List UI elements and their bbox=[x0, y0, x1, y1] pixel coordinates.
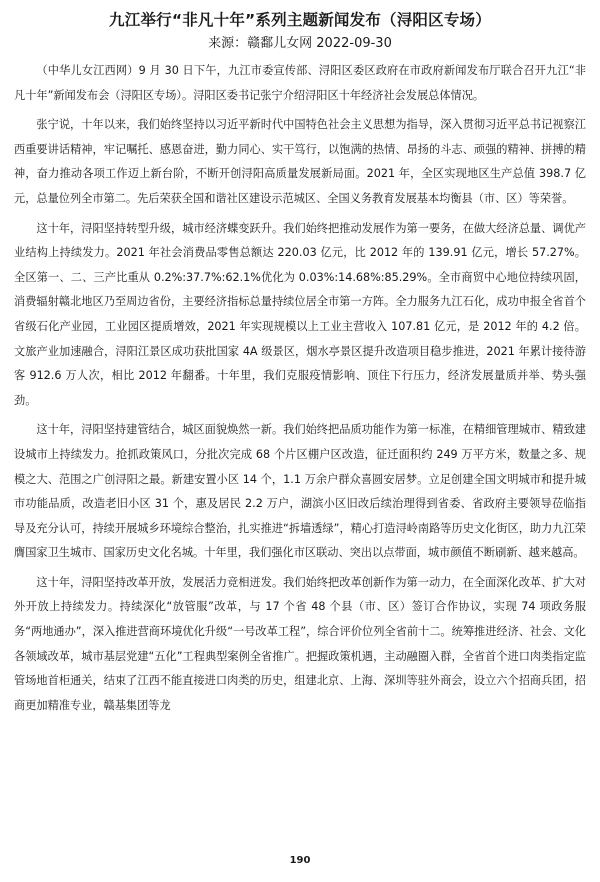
article-source: 来源：赣鄱儿女网 2022-09-30 bbox=[208, 36, 392, 51]
article-body bbox=[14, 59, 586, 718]
paragraph-reform: 这十年，浔阳坚持改革开放，发展活力竞相迸发。我们始终把改革创新作为第一动力，在全面深化改革、扩大对外开放上持续发力。持续深化“放管服”改革，与 17 个省 48 个县（市、区）签订合作协议，实现 74 项政务服务“两地通办”，深入推进营商环境优化升级“一号改革工程”，综合评价位列全省前十二。统筹推进经济、社会、文化各领域改革，城市基层党建“五化”工程典型案例全省推广。把握政策机遇，主动融圈入群，全省首个进口肉类指定监管场地首柜通关，结束了江西不能直接进口肉类的历史，组建北京、上海、深圳等驻外商会，设立六个招商兵团，招商更加精准专业，赣基集团等龙 bbox=[14, 575, 586, 712]
paragraph-urban: 这十年，浔阳坚持建管结合，城区面貌焕然一新。我们始终把品质功能作为第一标准，在精细管理城市、精致建设城市上持续发力。抢抓政策风口，分批次完成 68 个片区棚户区改造，征迁面积约 249 万平方米，数量之多、规模之大、范围之广创浔阳之最。新建安置小区 14 个，1.1 万余户群众喜圆安居梦。立足创建全国文明城市和提升城市功能品质，改造老旧小区 31 个，惠及居民 2.2 万户，湖滨小区旧改后续治理得到省委、省政府主要领导莅临指导及充分认可，持续开展城乡环境综合整治，扎实推进“拆墙透绿”，精心打造浔岭南路等历史文化街区，助力九江荣膺国家卫生城市、国家历史文化名城。十年里，我们强化市区联动、突出以点带面，城市颜值不断刷新、越来越高。 bbox=[14, 423, 586, 560]
page-number: 190 bbox=[289, 855, 311, 866]
paragraph-overview: 张宁说，十年以来，我们始终坚持以习近平新时代中国特色社会主义思想为指导，深入贯彻习近平总书记视察江西重要讲话精神，牢记嘱托、感恩奋进，勤力同心、实干笃行，以饱满的热情、昂扬的斗志、顽强的精神、拼搏的精神，奋力推动各项工作迈上新台阶，不断开创浔阳高质量发展新局面。2021 年，全区实现地区生产总值 398.7 亿元，总量位列全市第二。先后荣获全国和谐社区建设示范城区、全国义务教育发展基本均衡县（市、区）等荣誉。 bbox=[14, 118, 586, 205]
paragraph-economy: 这十年，浔阳坚持转型升级，城市经济蝶变跃升。我们始终把推动发展作为第一要务，在做大经济总量、调优产业结构上持续发力。2021 年社会消费品零售总额达 220.03 亿元，比 2012 年的 139.91 亿元，增长 57.27%。全区第一、二、三产比重从 0.2%:37.7%:62.1%优化为 0.03%:14.68%:85.29%。全市商贸中心地位持续巩固，消费辐射赣北地区乃至周边省份，主要经济指标总量持续位居全市第一方阵。全力服务九江石化，成功申报全省首个省级石化产业园，工业园区提质增效，2021 年实现规模以上工业主营收入 107.81 亿元，是 2012 年的 4.2 倍。文旅产业加速融合，浔阳江景区成功获批国家 4A 级景区，烟水亭景区提升改造项目稳步推进，2021 年累计接待游客 912.6 万人次，相比 2012 年翻番。十年里，我们克服疫情影响、顶住下行压力，经济发展量质并举、势头强劲。 bbox=[14, 221, 586, 407]
paragraph-intro: （中华儿女江西网）9 月 30 日下午，九江市委宣传部、浔阳区委区政府在市政府新闻发布厅联合召开九江“非凡十年”新闻发布会（浔阳区专场）。浔阳区委书记张宁介绍浔阳区十年经济社会发展总体情况。 bbox=[14, 64, 586, 102]
article-title: 九江举行“非凡十年”系列主题新闻发布（浔阳区专场） bbox=[109, 11, 491, 29]
